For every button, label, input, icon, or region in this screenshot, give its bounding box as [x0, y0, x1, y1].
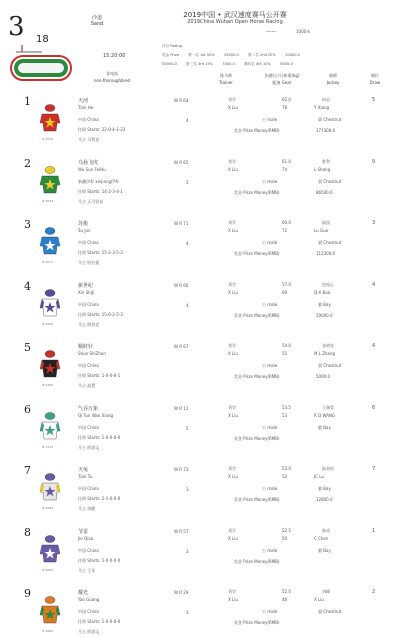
draw-number: 9: [372, 158, 376, 165]
horse-form: 往绩 Starts: 1-0-0-0-0: [78, 557, 121, 563]
carried-weight: 54.0: [282, 343, 291, 348]
prize-money: 112300.0: [316, 251, 336, 256]
horse-age: 5: [186, 179, 189, 185]
horse-colour: 骝 Bay: [318, 424, 331, 430]
draw-number: 4: [372, 343, 376, 349]
col-trainer: 练马师 Trainer: [219, 73, 233, 85]
horse-name-cn: 乌孙飞虎: [78, 159, 99, 166]
jockey-name-cn: 陆国: [322, 220, 330, 225]
horse-age: 4: [186, 118, 189, 123]
horse-owner: 马主 高慧: [78, 383, 96, 388]
entry-row: [0, 403, 400, 465]
page-subtitle: 2019China Wuhan Open Horse Racing: [187, 19, 283, 25]
race-sub-number: 18: [36, 34, 49, 45]
horse-form: 往绩 Starts: 1-0-0-0-0: [78, 434, 121, 440]
carried-weight: 53.0: [282, 466, 291, 471]
prize-money: 12800.0: [316, 497, 333, 502]
horse-origin: 中国 China: [78, 609, 99, 614]
carried-weight: 62.0: [282, 97, 291, 102]
jockey-name-cn: 王瑞青: [322, 404, 334, 410]
jockey-silks-icon: [38, 103, 62, 135]
jockey-silks-icon: [38, 595, 62, 627]
horse-name-en: Xin ShiJi: [78, 289, 95, 295]
horse-number: 4: [24, 279, 31, 293]
horse-owner: 马主 天马贸易: [78, 198, 104, 204]
body-weight: 72: [282, 228, 288, 233]
horse-origin: 中国 China: [78, 240, 99, 245]
horse-gender: 公 male: [262, 240, 278, 245]
trainer-name-en: X Liu: [228, 289, 238, 295]
jockey-name-en: JC Lu: [314, 474, 324, 479]
horse-gender: 公 male: [262, 486, 278, 491]
horse-code: # 0115: [42, 444, 54, 449]
horse-number: 5: [24, 341, 31, 354]
trainer-name-en: X Liu: [228, 166, 238, 172]
carried-weight: 52.0: [282, 589, 291, 594]
horse-name-en: Wu Sun FeiHu: [78, 166, 106, 172]
horse-gender: 公 male: [262, 178, 278, 184]
jockey-name-en: R Q WANG: [314, 412, 336, 418]
jockey-name-cn: 陆金钻: [322, 466, 334, 471]
trainer-name-en: X Liu: [228, 228, 238, 233]
trainer-name-cn: 刘学: [228, 281, 236, 287]
entry-row: [0, 587, 400, 638]
horse-number: 8: [24, 525, 31, 539]
course-name-cn: 沙道: [91, 15, 102, 21]
meta-row-prize-1: 奖金 Prize 第一名 1st 50% 25000.0 第二名 2nd 20% 10000.0: [162, 53, 300, 57]
horse-origin: 中国 China: [78, 547, 99, 553]
horse-colour: 骝 Bay: [318, 547, 331, 553]
prize-label: 奖金 Prize Money(RMB): [234, 189, 280, 195]
horse-colour: 栗 Chestnut: [318, 240, 342, 245]
horse-rating: W R 67: [174, 344, 189, 349]
carried-weight: 57.0: [282, 281, 291, 287]
prize-label: 奖金 Prize Money(RMB): [234, 251, 280, 256]
prize-label: 奖金 Prize Money(RMB): [234, 435, 280, 441]
horse-age: 4: [186, 302, 189, 308]
horse-origin: 新疆伊犁 xinjiang伊犁: [78, 178, 120, 184]
body-weight: 78: [282, 105, 288, 110]
meta-row-prize-2: 50000.0 第三名 3rd 15% 7500.0 第四名 4th 10% 5000.0: [162, 62, 293, 66]
trainer-name-en: X Liu: [228, 105, 238, 110]
horse-origin: 中国 China: [78, 486, 99, 491]
entry-row: [0, 464, 400, 526]
horse-age: 4: [186, 241, 189, 246]
jockey-name-cn: 张明亮: [322, 343, 334, 348]
horse-owner: 马主 马利克: [78, 137, 100, 142]
horse-origin: 中国 China: [78, 424, 99, 430]
horse-rating: W R 71: [174, 221, 189, 226]
horse-number: 2: [24, 156, 31, 170]
horse-colour: 骝 Bay: [318, 301, 331, 307]
jockey-name-cn: 胜利: [322, 158, 330, 164]
jockey-silks-icon: [38, 226, 62, 258]
horse-code: # 0077: [42, 260, 54, 264]
trainer-name-cn: 刘学: [228, 404, 236, 410]
horse-code: # 0010: [42, 137, 54, 141]
horse-rating: W R 11: [174, 405, 189, 411]
col-weight: 负磅(公斤)体重(kg) 配备 Gear: [264, 73, 300, 85]
horse-code: # 0034: [42, 198, 54, 203]
horse-age: 3: [186, 487, 189, 492]
trainer-name-cn: 刘学: [228, 343, 236, 348]
carried-weight: 52.5: [282, 527, 291, 533]
horse-gender: 公 male: [262, 547, 278, 553]
body-weight: 69: [282, 289, 288, 295]
start-marker-icon: [14, 42, 44, 54]
prize-label: 奖金 Prize Money(RMB): [234, 128, 280, 133]
jockey-name-en: Y Xiang: [314, 105, 330, 110]
body-weight: 74: [282, 166, 288, 172]
horse-colour: 栗 Chestnut: [318, 117, 342, 122]
prize-label: 奖金 Prize Money(RMB): [234, 620, 280, 625]
horse-gender: 公 male: [262, 363, 278, 368]
body-weight: 55: [282, 351, 288, 356]
horse-code: # 0096: [42, 321, 54, 326]
horse-rating: W R 57: [174, 528, 189, 534]
prize-label: 奖金 Prize Money(RMB): [234, 497, 280, 502]
horse-gender: 公 male: [262, 609, 278, 614]
horse-rating: W R 66: [174, 282, 189, 288]
horse-name-cn: 气吞万象: [78, 405, 99, 412]
horse-colour: 栗 Chestnut: [318, 363, 342, 368]
prize-money: 177300.0: [316, 128, 336, 133]
page-title: 2019中国 • 武汉速度赛马公开赛: [183, 11, 287, 19]
prize-money: 86500.0: [316, 189, 333, 195]
jockey-name-cn: 包权心: [322, 281, 334, 287]
horse-code: # 0089: [42, 506, 54, 510]
horse-name-cn: 耀光: [78, 590, 89, 596]
jockey-silks-icon: [38, 534, 62, 566]
entry-row: [0, 341, 400, 403]
prize-meta: [162, 42, 308, 69]
draw-number: 5: [372, 97, 376, 103]
horse-number: 1: [24, 95, 31, 108]
jockey-name-en: M L Zhang: [314, 351, 336, 356]
trainer-name-cn: 刘学: [228, 158, 236, 164]
horse-name-cn: 苏俊: [78, 221, 89, 227]
horse-name-cn: 天兔: [78, 467, 89, 473]
horse-age: 3: [186, 548, 189, 554]
meta-row-rating: 评分 Rating: [162, 44, 182, 48]
jockey-silks-icon: [38, 411, 62, 443]
body-weight: 48: [282, 597, 288, 602]
trainer-name-cn: 刘学: [228, 589, 236, 594]
horse-gender: 公 male: [262, 117, 278, 122]
horse-colour: 栗 Chestnut: [318, 178, 342, 184]
horse-origin: 中国 China: [78, 117, 99, 122]
col-jockey: 骑师 Jockey: [326, 73, 340, 85]
trainer-name-cn: 刘学: [228, 466, 236, 471]
horse-origin: 中国 China: [78, 363, 99, 368]
jockey-name-cn: 陈成: [322, 527, 330, 533]
horse-rating: W R 65: [174, 159, 189, 165]
draw-number: 1: [372, 527, 376, 534]
draw-number: 3: [372, 220, 376, 226]
horse-owner: 马主 欧阳文: [78, 629, 100, 634]
prize-money: 5000.0: [316, 374, 330, 379]
horse-form: 往绩 Starts: 1-0-0-0-0: [78, 619, 121, 624]
horse-origin: 中国 China: [78, 301, 99, 307]
horse-owner: 马主 欧阳文: [78, 444, 100, 450]
horse-name-en: Jie Qiao: [78, 535, 94, 541]
draw-number: 7: [372, 466, 376, 472]
race-class: 非纯血 non-thoroughbred: [93, 71, 131, 83]
horse-name-cn: 新世纪: [78, 282, 94, 289]
horse-name-en: Qi Tun Wan Xiang: [78, 412, 114, 418]
entry-row: [0, 280, 400, 342]
horse-form: 往绩 Starts: 15-0-2-5-3: [78, 311, 123, 317]
horse-name-en: Tian Tu: [78, 474, 93, 479]
jockey-name-en: Q-X Bao: [314, 289, 331, 295]
horse-name-en: Yao Guang: [78, 597, 100, 602]
trainer-name-en: X Liu: [228, 474, 238, 479]
entry-row: [0, 95, 400, 157]
trainer-name-cn: 刘学: [228, 527, 236, 533]
entry-row: [0, 526, 400, 588]
carried-weight: 60.0: [282, 220, 291, 225]
entry-row: [0, 218, 400, 280]
horse-name-en: Tian He: [78, 105, 94, 110]
horse-age: 5: [186, 425, 189, 431]
trainer-name-cn: 刘学: [228, 220, 236, 225]
horse-name-en: Shun ShiZhen: [78, 351, 106, 356]
horse-code: # 0060: [42, 629, 54, 633]
horse-form: 往绩 Starts: 14-2-3-4-1: [78, 188, 123, 194]
trainer-name-en: X Liu: [228, 351, 238, 356]
race-number: 3: [8, 12, 25, 42]
horse-rating: W R 73: [174, 467, 189, 472]
course-name-en: Sand: [90, 21, 104, 27]
horse-gender: 公 male: [262, 301, 278, 307]
horse-code: # 0165: [42, 383, 54, 387]
jockey-silks-icon: [38, 472, 62, 504]
horse-name-cn: 天河: [78, 98, 89, 104]
horse-name-cn: 节雷: [78, 528, 89, 535]
prize-label: 奖金 Prize Money(RMB): [234, 374, 280, 379]
horse-owner: 马主 王军: [78, 567, 96, 573]
body-weight: 50: [282, 535, 288, 541]
prize-label: 奖金 Prize Money(RMB): [234, 312, 280, 318]
col-draw: 闸位 Draw: [369, 73, 381, 85]
trainer-name-en: X Liu: [228, 597, 238, 602]
course-name: [82, 14, 112, 27]
horse-name-cn: 顺时针: [78, 344, 94, 350]
trainer-name-en: X Liu: [228, 535, 238, 541]
prize-money: 50000.0: [316, 312, 333, 318]
horse-age: 3: [186, 610, 189, 615]
horse-form: 往绩 Starts: 2-1-0-0-0: [78, 496, 121, 501]
draw-number: 4: [372, 281, 376, 288]
horse-number: 6: [24, 402, 31, 416]
carried-weight: 53.5: [282, 404, 291, 410]
body-weight: 53: [282, 412, 288, 418]
race-time: 15:20:00: [103, 53, 126, 59]
trainer-name-en: X Liu: [228, 412, 238, 418]
horse-form: 往绩 Starts: 1-0-0-0-1: [78, 373, 121, 378]
entry-row: [0, 157, 400, 219]
jockey-silks-icon: [38, 165, 62, 197]
trainer-name-cn: 刘学: [228, 97, 236, 102]
horse-owner: 马主 阿努克: [78, 321, 100, 327]
jockey-name-cn: 向岩: [322, 97, 330, 102]
horse-colour: 栗 Chestnut: [318, 609, 342, 614]
horse-owner: 马主 周健: [78, 506, 96, 511]
jockey-silks-icon: [38, 288, 62, 320]
horse-form: 往绩 Starts: 22-0-4-1-23: [78, 127, 126, 132]
horse-name-en: Su Jun: [78, 228, 91, 233]
draw-number: 2: [372, 589, 376, 595]
horse-gender: 公 male: [262, 424, 278, 430]
track-icon: [10, 55, 72, 81]
body-weight: 52: [282, 474, 288, 479]
horse-number: 3: [24, 218, 31, 231]
horse-owner: 马主 哈拉提: [78, 260, 100, 265]
jockey-name-en: C Chen: [314, 535, 329, 541]
horse-rating: W R 29: [174, 590, 189, 595]
race-distance: 1000米: [296, 29, 311, 34]
jockey-name-en: Lu Guo: [314, 228, 329, 233]
prize-label: 奖金 Prize Money(RMB): [234, 558, 280, 564]
jockey-name-en: X Liu: [314, 597, 324, 602]
horse-colour: 骝 Bay: [318, 486, 331, 491]
horse-form: 往绩 Starts: 15-2-3-5-3: [78, 250, 123, 255]
horse-rating: W R 64: [174, 98, 189, 103]
jockey-name-cn: 刘峰: [322, 589, 330, 594]
horse-number: 7: [24, 464, 31, 477]
jockey-name-en: L Sheng: [314, 166, 331, 172]
jockey-silks-icon: [38, 349, 62, 381]
horse-code: # 0085: [42, 567, 54, 572]
horse-number: 9: [24, 587, 31, 600]
title-dash: ——: [266, 29, 276, 35]
draw-number: 6: [372, 404, 376, 411]
carried-weight: 61.0: [282, 158, 291, 164]
